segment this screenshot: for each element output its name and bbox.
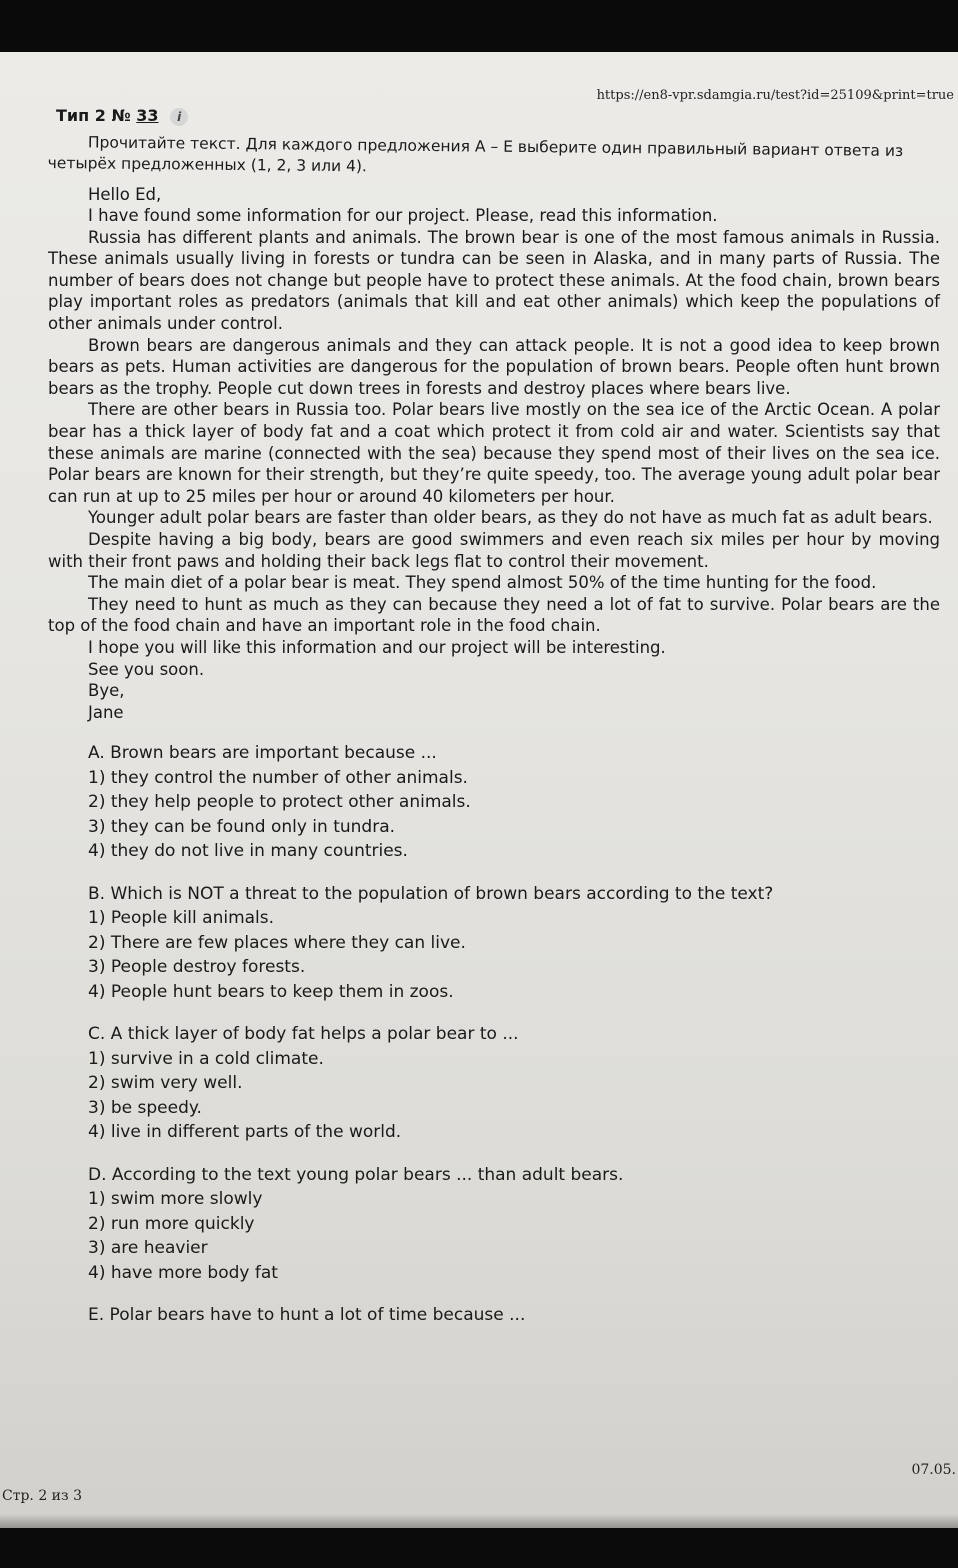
task-number-link[interactable]: 33 xyxy=(136,106,159,125)
letter-signature: Jane xyxy=(88,702,124,722)
question-stem: E. Polar bears have to hunt a lot of time because ... xyxy=(88,1305,526,1326)
photo-top-border xyxy=(0,0,958,52)
paper-shadow xyxy=(0,1514,958,1528)
letter-paragraph: Despite having a big body, bears are good swimmers and even reach six miles per hour by moving with their front paws and holding their back legs flat to control their movement. xyxy=(48,530,940,571)
answer-option: 4) People hunt bears to keep them in zoos. xyxy=(88,981,454,1002)
answer-option: 4) they do not live in many countries. xyxy=(88,841,408,862)
letter-paragraph: Brown bears are dangerous animals and they can attack people. It is not a good idea to keep brown bears as pets. Human activities are dangerous for the population of brown bears. People often hunt brown bears as the trophy. People cut down trees in forests and destroy places where bears live. xyxy=(48,335,940,398)
letter-text xyxy=(48,184,940,724)
question-e xyxy=(48,1303,940,1328)
photo-bottom-border xyxy=(0,1528,958,1568)
footer-page-number: Стр. 2 из 3 xyxy=(2,1488,83,1504)
letter-paragraph: They need to hunt as much as they can because they need a lot of fat to survive. Polar bears are the top of the food chain and have an important role in the food chain. xyxy=(48,594,940,636)
question-stem: C. A thick layer of body fat helps a polar bear to ... xyxy=(88,1024,519,1045)
letter-paragraph: I hope you will like this information and our project will be interesting. xyxy=(88,637,666,657)
footer-date: 07.05. xyxy=(911,1462,956,1478)
answer-option: 2) swim very well. xyxy=(88,1073,243,1094)
answer-option: 1) they control the number of other animals. xyxy=(88,767,468,788)
question-stem: B. Which is NOT a threat to the population of brown bears according to the text? xyxy=(88,883,774,904)
answer-option: 1) swim more slowly xyxy=(88,1189,263,1210)
letter-closing: Bye, xyxy=(88,681,125,701)
printed-page xyxy=(0,52,958,1528)
task-type-label: Тип 2 № xyxy=(56,106,131,125)
task-header xyxy=(56,106,940,126)
letter-paragraph: I have found some information for our project. Please, read this information. xyxy=(88,206,718,226)
answer-option: 2) they help people to protect other animals. xyxy=(88,792,471,813)
letter-paragraph: The main diet of a polar bear is meat. They spend almost 50% of the time hunting for the food. xyxy=(88,573,877,593)
answer-option: 2) run more quickly xyxy=(88,1213,255,1234)
answer-option: 4) have more body fat xyxy=(88,1262,278,1283)
question-c xyxy=(48,1022,940,1145)
page-url: https://en8-vpr.sdamgia.ru/test?id=25109&print=true xyxy=(596,88,954,103)
letter-greeting: Hello Ed, xyxy=(88,184,162,204)
answer-option: 3) be speedy. xyxy=(88,1097,202,1118)
info-icon[interactable]: i xyxy=(170,108,188,126)
answer-option: 2) There are few places where they can live. xyxy=(88,932,466,953)
question-d xyxy=(48,1163,940,1286)
answer-option: 3) People destroy forests. xyxy=(88,957,306,978)
answer-option: 1) People kill animals. xyxy=(88,908,275,929)
question-b xyxy=(48,882,940,1005)
letter-paragraph: Russia has different plants and animals. The brown bear is one of the most famous animals in Russia. These animals usually living in forests or tundra can be seen in Alaska, and in many parts of Russia. The number of bears does not change but people have to protect these animals. At the food chain, brown bears play important roles as predators (animals that kill and eat other animals) which keep the populations of other animals under control. xyxy=(48,227,940,334)
letter-paragraph: There are other bears in Russia too. Polar bears live mostly on the sea ice of the Arctic Ocean. A polar bear has a thick layer of body fat and a coat which protect it from cold air and water. Scientists say that these animals are marine (connected with the sea) because they spend most of their lives on the sea ice. Polar bears are known for their strength, but they’re quite speedy, too. The average young adult polar bear can run at up to 25 miles per hour or around 40 kilometers per hour. xyxy=(48,400,940,506)
answer-option: 1) survive in a cold climate. xyxy=(88,1048,324,1069)
answer-option: 3) they can be found only in tundra. xyxy=(88,816,396,837)
task-instruction: Прочитайте текст. Для каждого предложения А – Е выберите один правильный вариант ответа из четырёх предложенных (1, 2, 3 или 4). xyxy=(47,132,904,175)
answer-option: 4) live in different parts of the world. xyxy=(88,1122,402,1143)
question-a xyxy=(48,741,940,864)
page-content xyxy=(48,106,940,1328)
question-stem: D. According to the text young polar bears ... than adult bears. xyxy=(88,1164,624,1185)
question-stem: A. Brown bears are important because ... xyxy=(88,743,437,764)
letter-closing: See you soon. xyxy=(88,659,205,679)
answer-option: 3) are heavier xyxy=(88,1238,208,1259)
letter-paragraph: Younger adult polar bears are faster than older bears, as they do not have as much fat as adult bears. xyxy=(88,508,933,528)
